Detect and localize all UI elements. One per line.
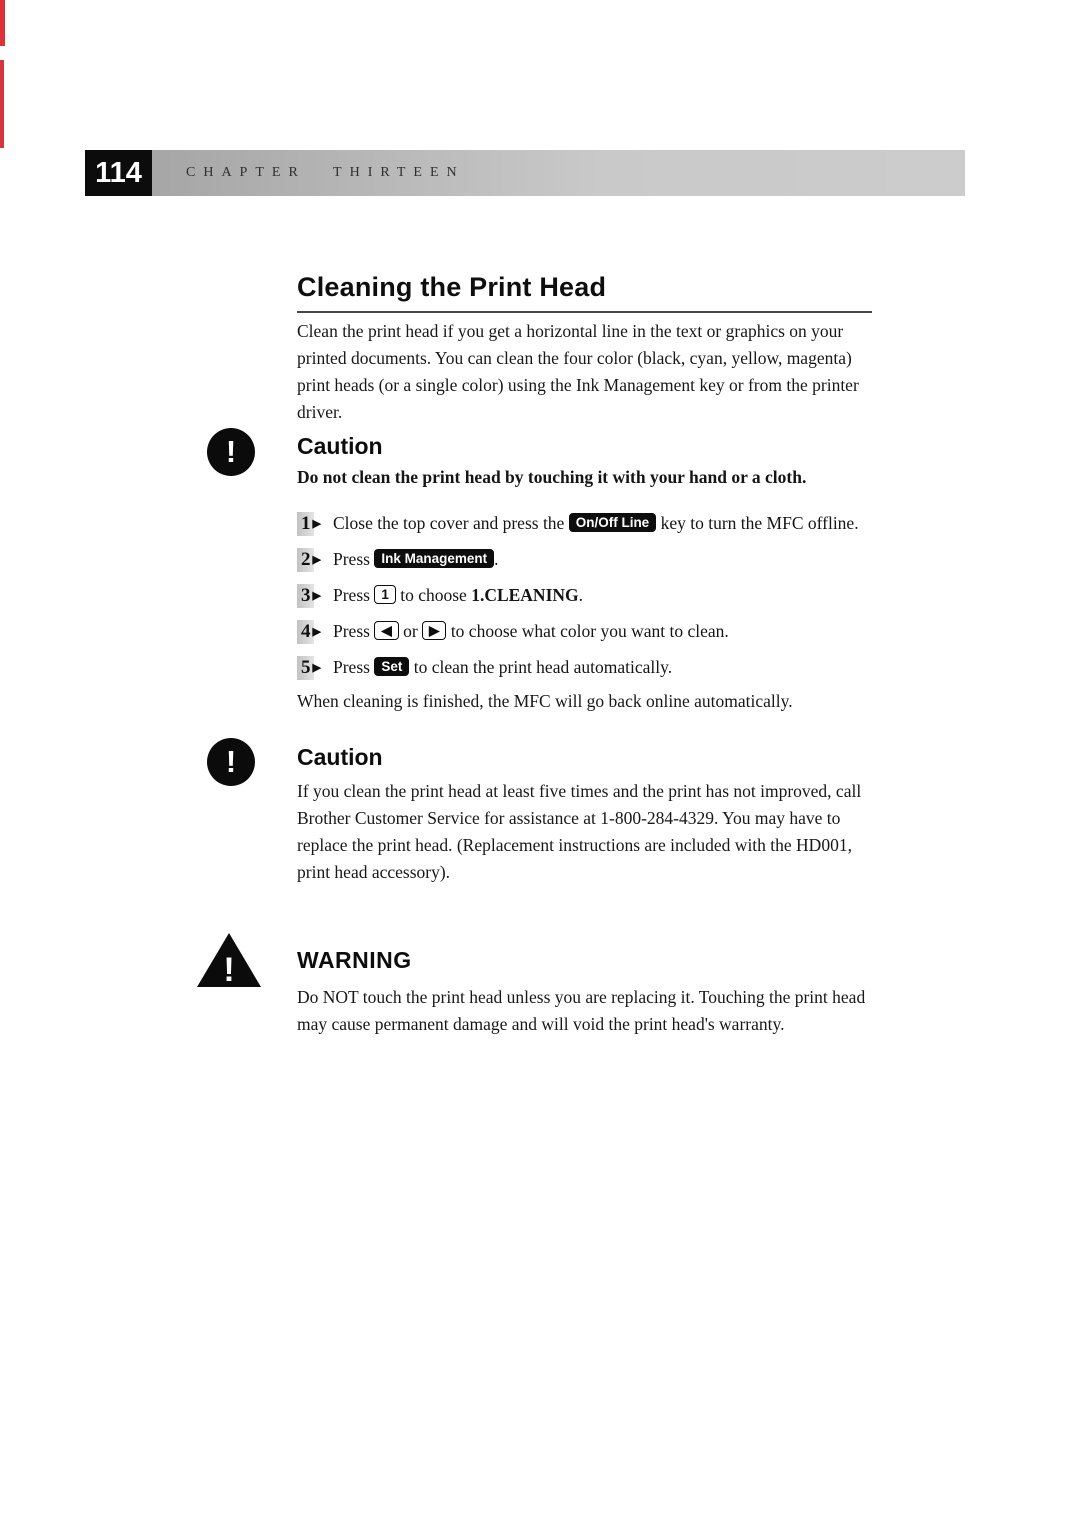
key-cap: ▶ (422, 621, 446, 640)
intro-paragraph: Clean the print head if you get a horizontal line in the text or graphics on your printed documents. You can clean the four color (black, cyan, yellow, magenta) print heads (or a single color) using the Ink Management key or from the printer driver. (297, 321, 859, 422)
step-arrow-icon: ▶ (312, 662, 321, 674)
warning-triangle-icon (196, 932, 262, 989)
step-text: Press 1 to choose 1.CLEANING. (333, 585, 584, 605)
key-cap: On/Off Line (569, 513, 657, 532)
step-row (297, 511, 897, 538)
caution-paragraph: If you clean the print head at least five times and the print has not improved, call Brother Customer Service for assistance at 1-800-284-4329. You may have to replace the print head. (Replacement instructions are included with the HD001, print head accessory). (297, 781, 862, 882)
key-cap: ◀ (374, 621, 398, 640)
key-cap: Ink Management (374, 549, 494, 568)
emphasis-text: 1.CLEANING (471, 585, 579, 605)
step-row (297, 547, 897, 574)
warning-heading: WARNING (297, 947, 412, 973)
step-row (297, 655, 897, 682)
title-rule (297, 311, 872, 313)
step-arrow-icon: ▶ (312, 626, 321, 638)
caution-icon: ! (207, 738, 255, 786)
step-row (297, 619, 897, 646)
step-arrow-icon: ▶ (312, 554, 321, 566)
step-number: 2 ▶ (297, 548, 333, 574)
step-text: Press ◀ or ▶ to choose what color you want to clean. (333, 621, 729, 641)
step-number: 1 ▶ (297, 512, 333, 538)
scan-artifact-red (0, 60, 4, 148)
page-header (85, 150, 965, 196)
key-cap: 1 (374, 585, 396, 604)
step-row (297, 583, 897, 610)
section-title: Cleaning the Print Head (297, 272, 607, 302)
caution-icon: ! (207, 428, 255, 476)
step-arrow-icon: ▶ (312, 590, 321, 602)
after-steps-paragraph: When cleaning is finished, the MFC will go back online automatically. (297, 691, 793, 711)
caution-heading: Caution (297, 744, 383, 770)
caution-heading: Caution (297, 433, 383, 459)
caution-bold-text: Do not clean the print head by touching it with your hand or a cloth. (297, 467, 807, 487)
step-text: Press Set to clean the print head automatically. (333, 657, 673, 677)
step-number: 5 ▶ (297, 656, 333, 682)
chapter-title: CHAPTER THIRTEEN (152, 150, 965, 196)
step-text: Press Ink Management . (333, 549, 499, 569)
scan-artifact-red (0, 0, 5, 46)
step-number: 4 ▶ (297, 620, 333, 646)
page-number: 114 (85, 150, 152, 196)
steps-list (297, 511, 897, 691)
step-number: 3 ▶ (297, 584, 333, 610)
warning-paragraph: Do NOT touch the print head unless you are replacing it. Touching the print head may cause permanent damage and will void the print head's warranty. (297, 987, 866, 1034)
step-arrow-icon: ▶ (312, 518, 321, 530)
key-cap: Set (374, 657, 409, 676)
svg-text:!: ! (223, 951, 235, 989)
step-text: Close the top cover and press the On/Off Line key to turn the MFC offline. (333, 513, 859, 533)
